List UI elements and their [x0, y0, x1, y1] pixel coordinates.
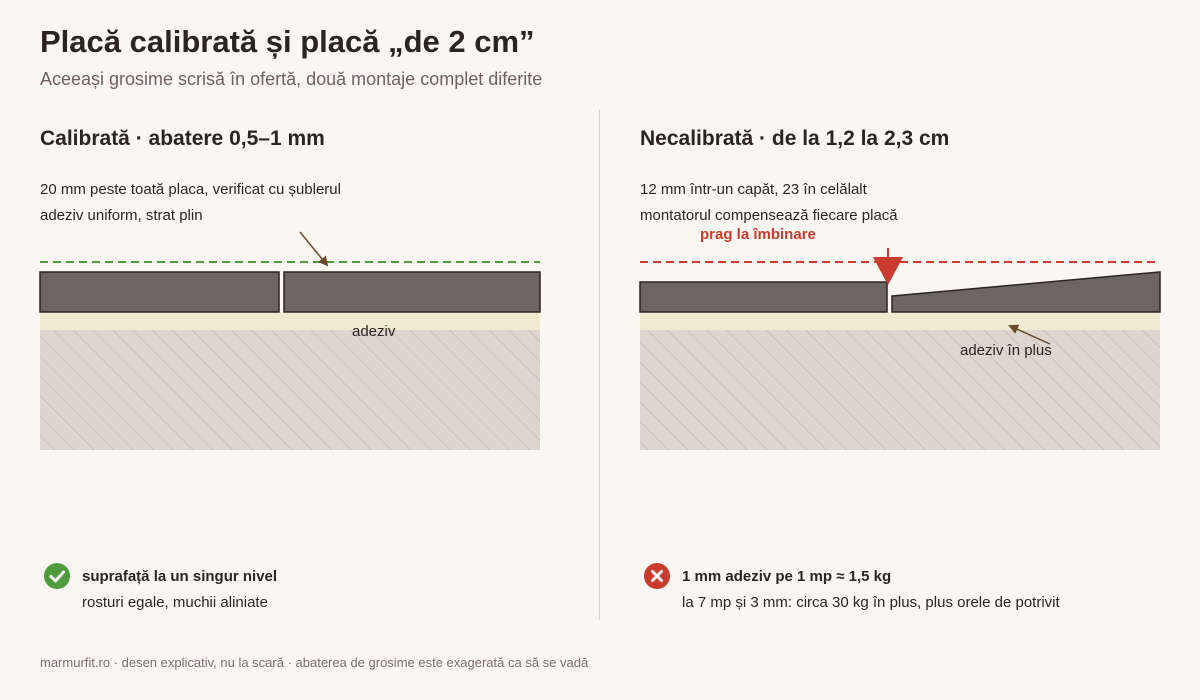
calibrated-diagram	[40, 232, 540, 450]
joint-step-label: prag la îmbinare	[700, 226, 816, 243]
left-adhesive-label: adeziv	[352, 323, 396, 340]
left-substrate	[40, 330, 540, 450]
uncalibrated-diagram	[640, 248, 1160, 450]
right-desc-line-1: 12 mm într-un capăt, 23 în celălalt	[640, 181, 867, 198]
right-substrate	[640, 330, 1160, 450]
right-panel-title: Necalibrată · de la 1,2 la 2,3 cm	[640, 127, 950, 150]
page-subtitle: Aceeași grosime scrisă în ofertă, două montaje complet diferite	[40, 69, 543, 89]
right-adhesive-layer	[640, 312, 1160, 330]
right-status-title: 1 mm adeziv pe 1 mp ≈ 1,5 kg	[682, 568, 892, 585]
right-status-text: la 7 mp și 3 mm: circa 30 kg în plus, plus orele de potrivit	[682, 594, 1060, 611]
left-pointer-arrow	[300, 232, 327, 265]
left-desc-line-1: 20 mm peste toată placa, verificat cu șublerul	[40, 181, 341, 198]
left-tile-1	[40, 272, 279, 312]
left-panel-title: Calibrată · abatere 0,5–1 mm	[40, 127, 325, 150]
left-status-text: rosturi egale, muchii aliniate	[82, 594, 268, 611]
check-icon	[44, 563, 70, 589]
left-desc-line-2: adeziv uniform, strat plin	[40, 207, 203, 224]
left-status-title: suprafață la un singur nivel	[82, 568, 278, 585]
footer-note: marmurfit.ro · desen explicativ, nu la scară · abaterea de grosime este exagerată ca să se vadă	[40, 655, 589, 670]
joint-marker-arrow	[873, 257, 903, 285]
right-tile-2-wedge	[892, 272, 1160, 312]
page-title: Placă calibrată și placă „de 2 cm”	[40, 24, 535, 59]
right-adhesive-label: adeziv în plus	[960, 342, 1052, 359]
right-tile-1	[640, 282, 887, 312]
left-adhesive-layer	[40, 312, 540, 330]
left-tile-2	[284, 272, 540, 312]
right-desc-line-2: montatorul compensează fiecare placă	[640, 207, 898, 224]
x-icon	[644, 563, 670, 589]
